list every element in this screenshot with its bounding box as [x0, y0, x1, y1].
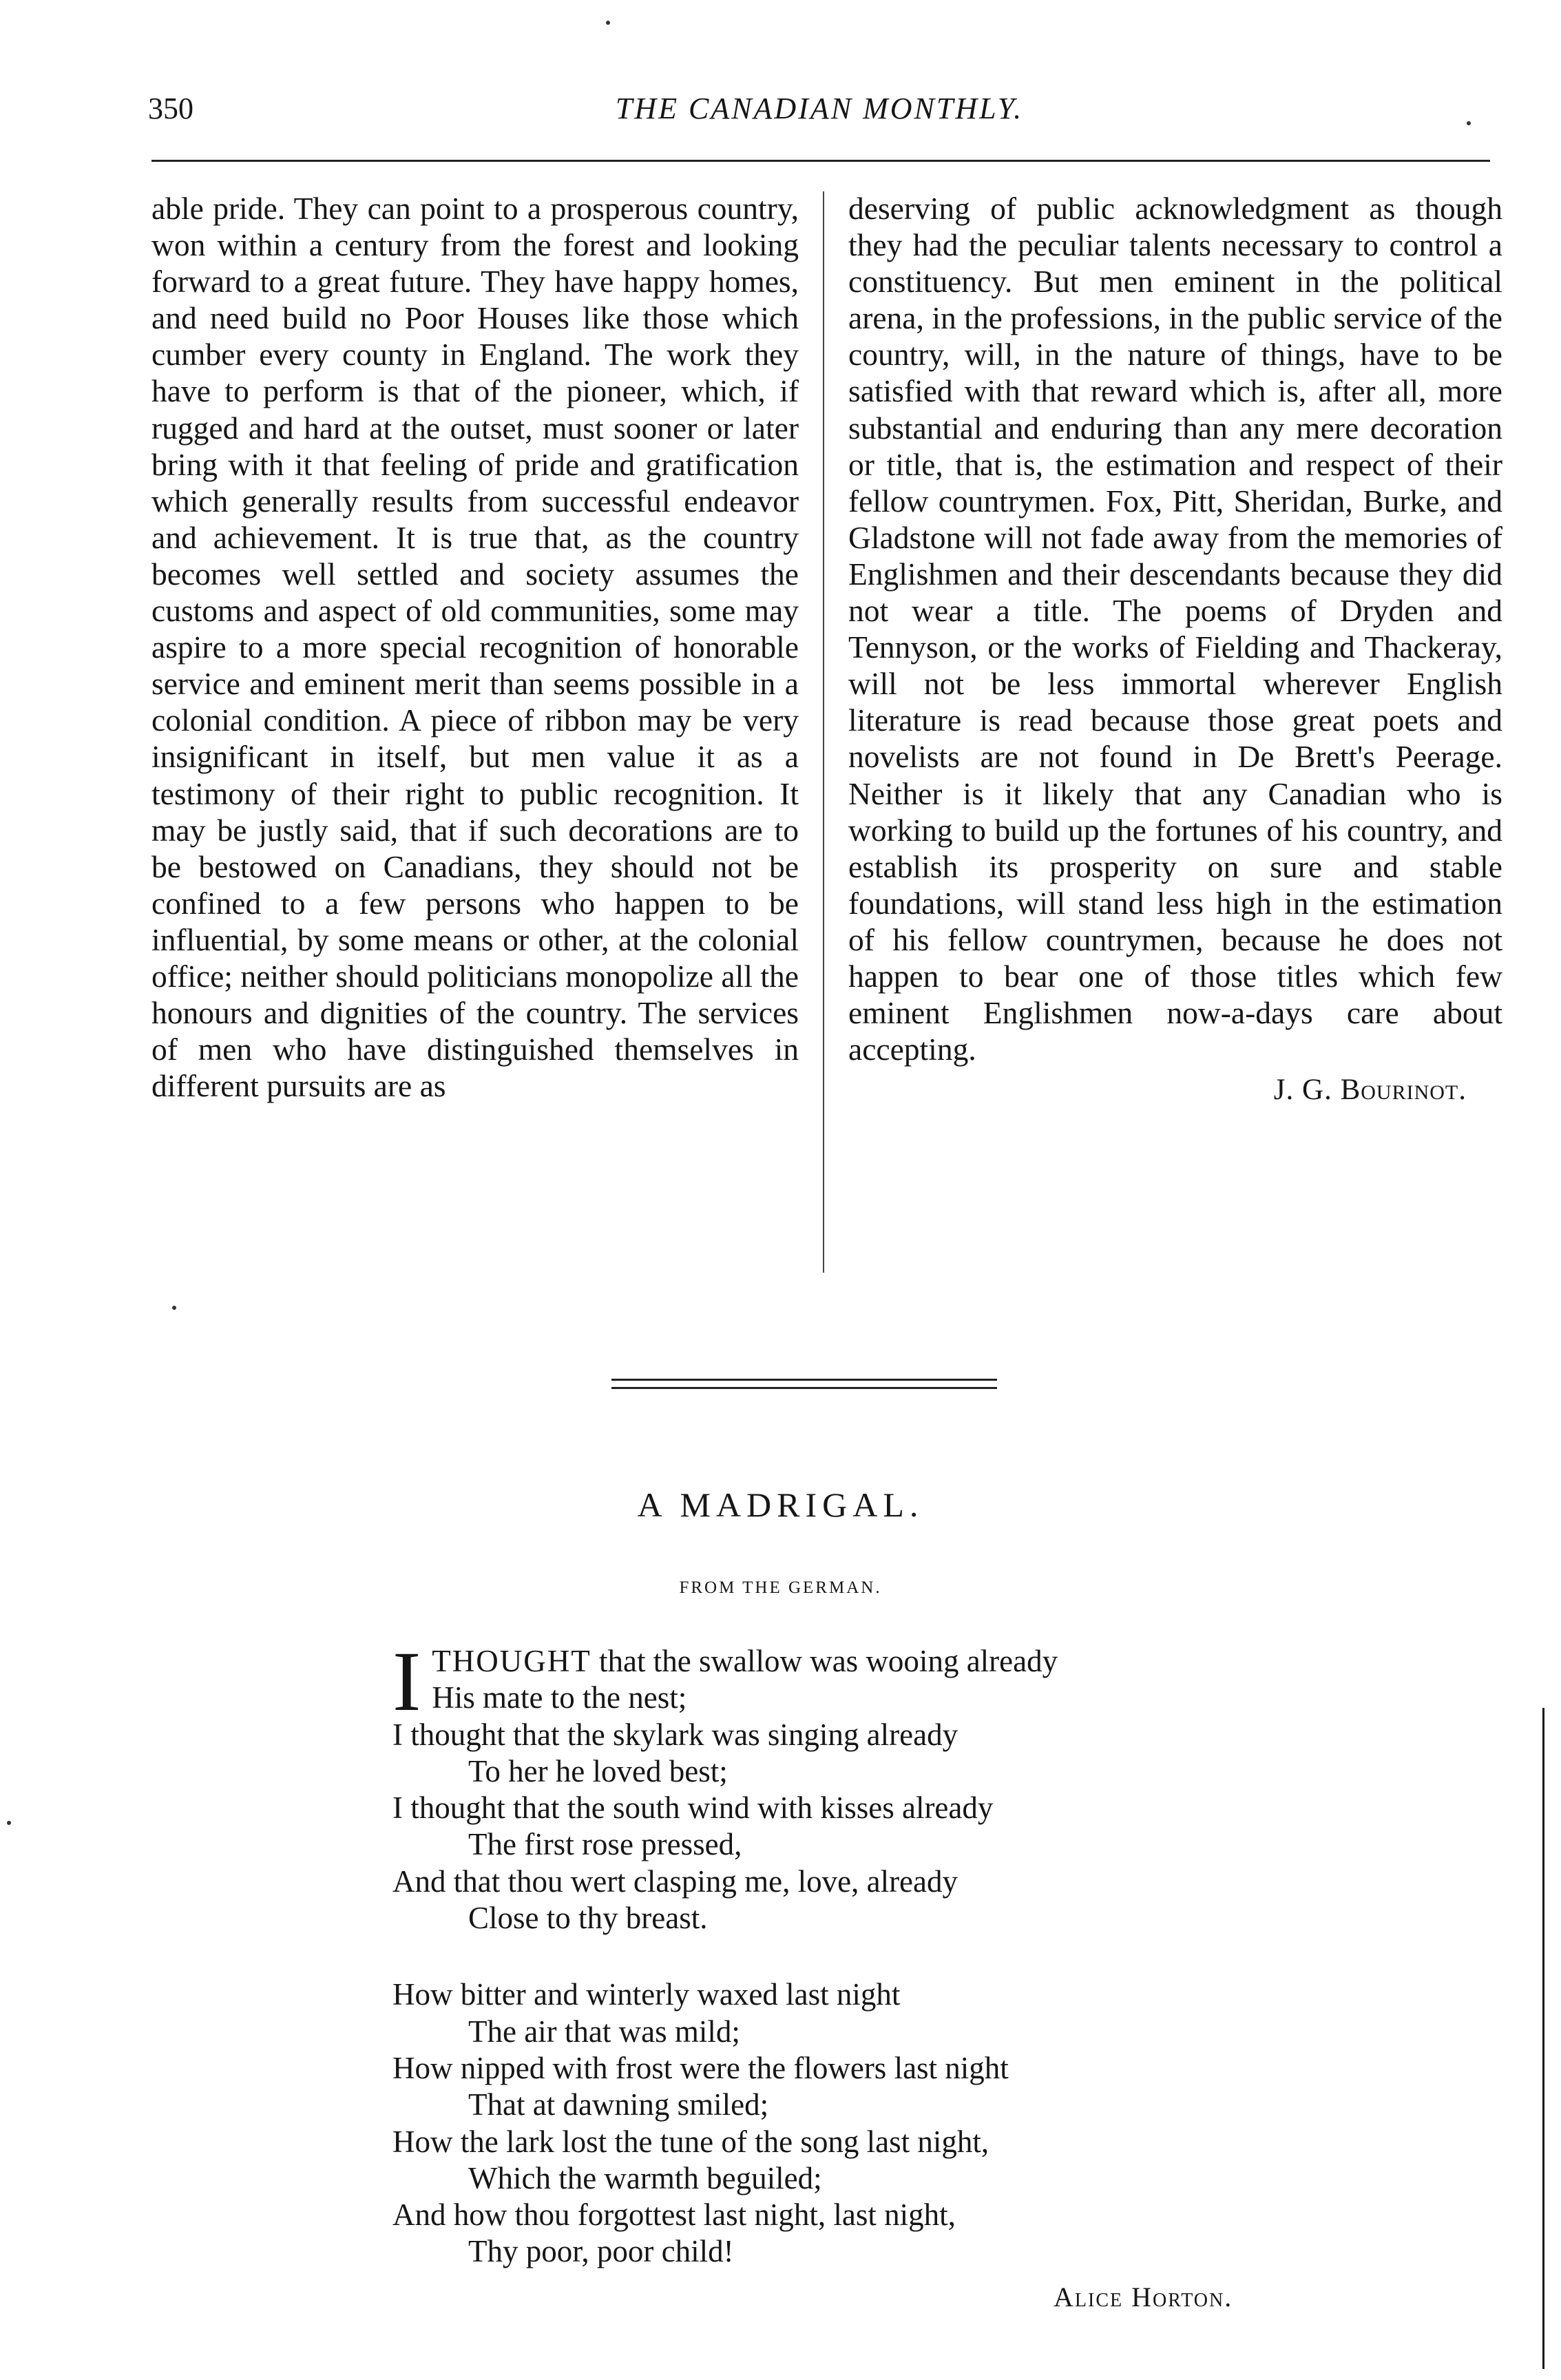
- poem-line: Which the warmth beguiled;: [468, 2160, 822, 2195]
- scan-edge-line: [1542, 1708, 1544, 2369]
- poem-line: Thy poor, poor child!: [468, 2234, 734, 2269]
- article-signature: J. G. Bourinot.: [1273, 1074, 1467, 1107]
- section-divider-bottom: [611, 1387, 997, 1389]
- poem-title: A MADRIGAL.: [637, 1485, 924, 1524]
- page-number: 350: [148, 92, 193, 125]
- running-head: [148, 91, 1491, 132]
- poem-line: That at dawning smiled;: [468, 2087, 769, 2122]
- poem-stanza-1: [392, 1634, 1288, 1937]
- poem-subtitle: FROM THE GERMAN.: [679, 1578, 882, 1597]
- section-divider-top: [611, 1379, 997, 1381]
- scan-speck: [172, 1306, 176, 1310]
- poem-line: His mate to the nest;: [432, 1680, 687, 1715]
- poem-line: I thought that the skylark was singing already: [392, 1717, 958, 1752]
- poem-author: Alice Horton.: [1054, 2282, 1233, 2313]
- article-paragraph-right: deserving of public acknowledgment as though they had the peculiar talents necessary to control a constituency. But men eminent in the political arena, in the professions, in the public service of the country, will, in the nature of things, have to be satisfied with that reward which is, after all, more substantial and enduring than any mere decoration or title, that is, the estimation and respect of their fellow countrymen. Fox, Pitt, Sheridan, Burke, and Gladstone will not fade away from the memories of Englishmen and their descendants because they did not wear a title. The poems of Dryden and Tennyson, or the works of Fielding and Thackeray, will not be less immortal wherever English literature is read because those great poets and novelists are not found in De Brett's Peerage. Neither is it likely that any Canadian who is working to build up the fortunes of his country, and establish its prosperity on sure and stable foundations, will stand less high in the estimation of his fellow countrymen, because he does not happen to bear one of those titles which few eminent Englishmen now-a-days care about accepting.: [848, 191, 1502, 1067]
- poem-line: The first rose pressed,: [468, 1827, 742, 1862]
- poem-line: How bitter and winterly waxed last night: [392, 1977, 901, 2012]
- column-divider: [823, 191, 824, 1273]
- poem-line: The air that was mild;: [468, 2014, 740, 2049]
- poem-stanza-2: [392, 1976, 1288, 2270]
- drop-cap: I: [392, 1634, 421, 1729]
- poem-line: To her he loved best;: [468, 1753, 728, 1788]
- article-paragraph-left: able pride. They can point to a prosperous country, won within a century from the forest and looking forward to a great future. They have happy homes, and need build no Poor Houses like those which cumber every county in England. The work they have to perform is that of the pioneer, which, if rugged and hard at the outset, must sooner or later bring with it that feeling of pride and gratification which generally results from successful endeavor and achievement. It is true that, as the country becomes well settled and society assumes the customs and aspect of old communities, some may aspire to a more special recognition of honorable service and eminent merit than seems possible in a colonial condition. A piece of ribbon may be very insignificant in itself, but men value it as a testimony of their right to public recognition. It may be justly said, that if such decorations are to be bestowed on Canadians, they should not be confined to a few persons who happen to be influential, by some means or other, at the colonial office; neither should politicians monopolize all the honours and dignities of the country. The services of men who have distinguished themselves in different pursuits are as: [151, 191, 799, 1104]
- poem-line-text: that the swallow was wooing already: [591, 1644, 1058, 1678]
- scan-speck: [606, 21, 610, 25]
- poem-line: I thought that the south wind with kisses already: [392, 1791, 994, 1826]
- scan-speck: [7, 1821, 11, 1825]
- poem-line: Close to thy breast.: [468, 1901, 708, 1936]
- poem-line: And that thou wert clasping me, love, already: [392, 1864, 958, 1899]
- article-column-left: [151, 190, 799, 1104]
- poem-body: [392, 1634, 1288, 2310]
- scan-speck: [1467, 121, 1471, 125]
- header-rule: [151, 160, 1490, 162]
- poem-first-word: THOUGHT: [432, 1644, 591, 1678]
- article-column-right: [848, 190, 1502, 1108]
- journal-title: THE CANADIAN MONTHLY.: [615, 92, 1024, 125]
- poem-line: How the lark lost the tune of the song last night,: [392, 2124, 989, 2159]
- poem-line: And how thou forgottest last night, last night,: [392, 2198, 956, 2233]
- poem-line: How nipped with frost were the flowers last night: [392, 2050, 1009, 2085]
